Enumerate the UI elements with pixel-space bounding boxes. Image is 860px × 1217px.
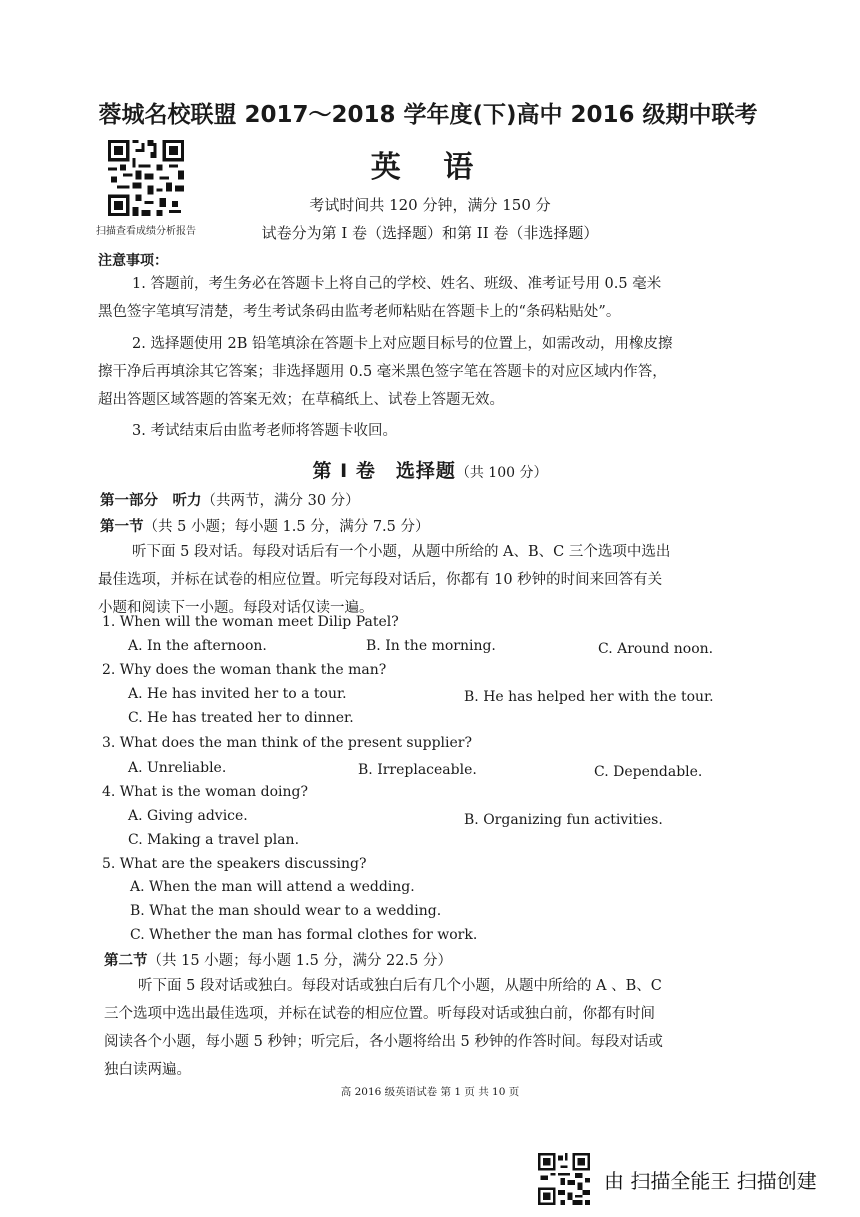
notice-item-3	[98, 417, 748, 445]
question-5-option-a: A. When the man will attend a wedding.	[130, 879, 415, 895]
part-1-title-text: 第 I 卷 选择题	[312, 460, 456, 482]
notice-item-1	[98, 270, 748, 326]
exam-structure-info: 试卷分为第 I 卷（选择题）和第 II 卷（非选择题）	[261, 224, 599, 242]
qr-pattern	[108, 140, 184, 216]
part-1-score: （共 100 分）	[455, 465, 548, 481]
exam-title: 蓉城名校联盟 2017～2018 学年度(下)高中 2016 级期中联考	[98, 102, 758, 128]
subsection-2-title: 第二节	[104, 953, 148, 969]
notice-heading: 注意事项：	[98, 253, 168, 269]
subsection-1-instructions	[98, 538, 758, 622]
subsection-2-instr-line-4: 独白读两遍。	[104, 1062, 191, 1078]
subsection-1-instr-line-2: 最佳选项，并标在试卷的相应位置。听完每段对话后，你都有 10 秒钟的时间来回答有关	[98, 572, 663, 588]
question-4-option-a: A. Giving advice.	[128, 808, 248, 824]
question-1-option-a: A. In the afternoon.	[128, 638, 267, 654]
question-4-option-c: C. Making a travel plan.	[128, 832, 300, 848]
scanner-watermark-text: 由 扫描全能王 扫描创建	[604, 1169, 817, 1193]
subsection-1-title: 第一节	[100, 519, 144, 535]
subsection-2-heading	[104, 949, 452, 970]
question-5-option-b: B. What the man should wear to a wedding.	[130, 903, 442, 919]
question-2-option-b: B. He has helped her with the tour.	[464, 689, 714, 705]
subsection-2-instr-line-2: 三个选项中选出最佳选项，并标在试卷的相应位置。听每段对话或独白前，你都有时间	[104, 1006, 655, 1022]
notice-item-2-line-3: 超出答题区域答题的答案无效；在草稿纸上、试卷上答题无效。	[98, 392, 504, 408]
question-2-option-a: A. He has invited her to a tour.	[128, 686, 347, 702]
question-1-option-b: B. In the morning.	[366, 638, 496, 654]
exam-subject: 英 语	[370, 150, 490, 185]
subsection-2-instr-line-1: 听下面 5 段对话或独白。每段对话或独白后有几个小题，从题中所给的 A 、B、C	[138, 978, 662, 994]
question-3-option-b: B. Irreplaceable.	[358, 762, 477, 778]
section-listening-note: （共两节，满分 30 分）	[201, 493, 360, 509]
question-3-option-c: C. Dependable.	[594, 764, 703, 780]
part-1-title	[200, 456, 660, 483]
subsection-2-instructions	[104, 972, 754, 1084]
notice-item-2-line-2: 擦干净后再填涂其它答案；非选择题用 0.5 毫米黑色签字笔在答题卡的对应区域内作答，	[98, 364, 667, 380]
qr-caption: 扫描查看成绩分析报告	[96, 226, 196, 237]
question-4-option-b: B. Organizing fun activities.	[464, 812, 663, 828]
question-3-option-a: A. Unreliable.	[128, 760, 227, 776]
subsection-2-note: （共 15 小题；每小题 1.5 分，满分 22.5 分）	[147, 953, 452, 969]
notice-item-1-line-2: 黑色签字笔填写清楚，考生考试条码由监考老师粘贴在答题卡上的“条码粘贴处”。	[98, 304, 621, 320]
scanner-watermark-qr-icon	[538, 1153, 590, 1205]
page-footer: 高 2016 级英语试卷 第 1 页 共 10 页	[340, 1086, 520, 1098]
question-5: 5. What are the speakers discussing?	[102, 856, 367, 872]
question-1: 1. When will the woman meet Dilip Patel?	[102, 614, 399, 630]
watermark-qr-pattern	[538, 1153, 590, 1205]
question-2: 2. Why does the woman thank the man?	[102, 662, 387, 678]
section-listening-title: 第一部分 听力	[100, 493, 202, 509]
notice-item-3-line-1: 3. 考试结束后由监考老师将答题卡收回。	[132, 423, 397, 439]
subsection-1-heading	[100, 515, 430, 536]
notice-item-1-line-1: 1. 答题前，考生务必在答题卡上将自己的学校、姓名、班级、准考证号用 0.5 毫米	[132, 276, 662, 292]
notice-item-2	[98, 330, 748, 414]
subsection-2-instr-line-3: 阅读各个小题，每小题 5 秒钟；听完后，各小题将给出 5 秒钟的作答时间。每段对话或	[104, 1034, 663, 1050]
subsection-1-instr-line-3: 小题和阅读下一小题。每段对话仅读一遍。	[98, 600, 374, 616]
subsection-1-note: （共 5 小题；每小题 1.5 分，满分 7.5 分）	[143, 519, 430, 535]
question-3: 3. What does the man think of the present supplier?	[102, 735, 472, 751]
question-4: 4. What is the woman doing?	[102, 784, 308, 800]
question-1-option-c: C. Around noon.	[598, 641, 714, 657]
question-5-option-c: C. Whether the man has formal clothes for work.	[130, 927, 478, 943]
question-2-option-c: C. He has treated her to dinner.	[128, 710, 354, 726]
subsection-1-instr-line-1: 听下面 5 段对话。每段对话后有一个小题，从题中所给的 A、B、C 三个选项中选出	[132, 544, 671, 560]
section-listening-heading	[100, 489, 360, 510]
notice-item-2-line-1: 2. 选择题使用 2B 铅笔填涂在答题卡上对应题目标号的位置上，如需改动，用橡皮擦	[132, 336, 673, 352]
exam-time-info: 考试时间共 120 分钟，满分 150 分	[309, 196, 551, 214]
score-report-qr-code-icon[interactable]	[108, 140, 184, 216]
